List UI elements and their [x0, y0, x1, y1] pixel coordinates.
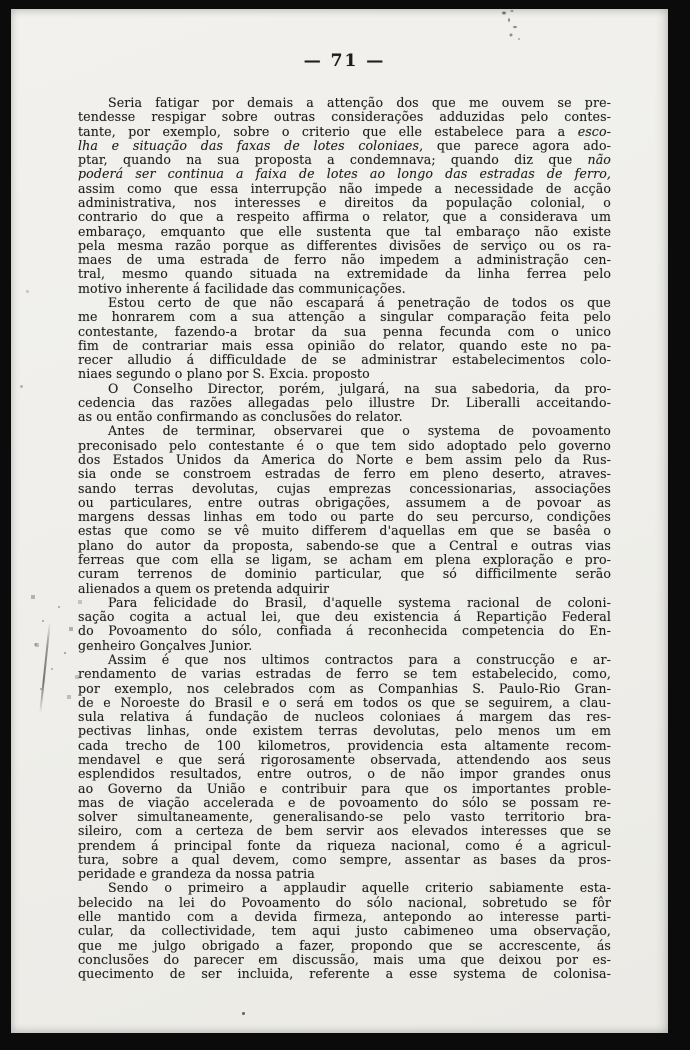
text-line: [78, 782, 611, 796]
text-line: [78, 467, 611, 481]
document-page: [11, 9, 668, 1033]
body-text-segment: esplendidos resultados, entre outros, o de não impor grandes onus: [78, 766, 611, 782]
body-text-segment: sação cogita a actual lei, que deu existencia á Repartição Federal: [78, 609, 611, 625]
text-line: [78, 739, 611, 753]
body-text-segment: mendavel e que será rigorosamente observada, attendendo aos seus: [78, 751, 611, 767]
body-text-segment: cular, da collectividade, tem aqui justo cabimeneo uma observação,: [78, 923, 611, 939]
body-text-segment: tura, sobre a qual devem, como sempre, assentar as bases da pros-: [78, 851, 611, 867]
body-text-segment: ao Governo da União e contribuir para que os importantes proble-: [78, 780, 611, 796]
body-text-segment: me honrarem com a sua attenção a singular comparação feita pelo: [78, 309, 611, 325]
body-text-segment: plano do autor da proposta, sabendo-se que a Central e outras vias: [78, 537, 611, 553]
text-block: [78, 96, 611, 981]
text-line: [78, 967, 611, 981]
body-text-segment: cada trecho de 100 kilometros, providencia esta altamente recom-: [78, 737, 611, 753]
text-line: [78, 125, 611, 139]
body-text-segment: sia onde se constroem estradas de ferro em pleno deserto, atraves-: [78, 466, 611, 482]
text-line: [78, 653, 611, 667]
text-line: [78, 667, 611, 681]
text-line: [78, 239, 611, 253]
text-line: [78, 610, 611, 624]
text-line: [78, 910, 611, 924]
body-text-segment: pela mesma razão porque as differentes divisões de serviço ou os ra-: [78, 237, 611, 253]
text-line: [78, 453, 611, 467]
text-line: [78, 753, 611, 767]
text-line: [78, 510, 611, 524]
body-text-segment: pectivas linhas, onde existem terras devolutas, pelo menos um em: [78, 723, 611, 739]
text-line: [78, 296, 611, 310]
text-line: [78, 896, 611, 910]
body-text-segment: tendesse respigar sobre outras considerações adduzidas pelo contes-: [78, 109, 611, 125]
body-text-segment: dos Estados Unidos da America do Norte e bem assim pelo da Rus-: [78, 452, 611, 468]
text-line: [78, 524, 611, 538]
text-line: [78, 639, 611, 653]
text-line: [78, 853, 611, 867]
text-line: [78, 210, 611, 224]
text-line: [78, 924, 611, 938]
text-line: [78, 810, 611, 824]
text-line: [78, 396, 611, 410]
text-line: [78, 182, 611, 196]
text-line: [78, 839, 611, 853]
text-line: [78, 139, 611, 153]
text-line: [78, 353, 611, 367]
body-text-segment: rendamento de varias estradas de ferro se tem estabelecido, como,: [78, 666, 611, 682]
text-line: [78, 339, 611, 353]
italic-text-segment: esco-: [577, 123, 611, 139]
body-text-segment: prendem á principal fonte da riqueza nacional, como é a agricul-: [78, 837, 611, 853]
body-text-segment: mas de viação accelerada e de povoamento do sólo se possam re-: [78, 794, 611, 810]
body-text-segment: Antes de terminar, observarei que o systema de povoamento: [108, 423, 611, 439]
body-text-segment: maes de uma estrada de ferro não impedem a administração cen-: [78, 252, 611, 268]
body-text-segment: conclusões do parecer em discussão, mais uma que deixou por es-: [78, 951, 611, 967]
body-text-segment: contrario do que a respeito affirma o relator, que a considerava um: [78, 209, 611, 225]
text-line: [78, 682, 611, 696]
text-line: [78, 624, 611, 638]
text-line: [78, 424, 611, 438]
italic-text-segment: poderá ser continua a faixa de lotes ao longo das estradas de ferro,: [78, 166, 611, 182]
text-line: [78, 382, 611, 396]
body-text-segment: fim de contrariar mais essa opinião do relator, quando este no pa-: [78, 337, 611, 353]
text-line: [78, 567, 611, 581]
body-text-segment: , que parece agora ado-: [419, 137, 611, 153]
body-text-segment: curam terrenos de dominio particular, que só difficilmente serão: [78, 566, 611, 582]
body-text-segment: Assim é que nos ultimos contractos para a construcção e ar-: [108, 651, 611, 667]
text-line: [78, 310, 611, 324]
body-text-segment: cedencia das razões allegadas pelo illustre Dr. Liberalli acceitando-: [78, 394, 611, 410]
page-number: — 71 —: [303, 51, 386, 71]
body-text-segment: embaraço, emquanto que elle sustenta que tal embaraço não existe: [78, 223, 611, 239]
body-text-segment: niaes segundo o plano por S. Excia. proposto: [78, 366, 370, 382]
text-line: [78, 325, 611, 339]
text-line: [78, 282, 611, 296]
text-line: [78, 253, 611, 267]
text-line: [78, 767, 611, 781]
body-text-segment: Seria fatigar por demais a attenção dos que me ouvem se pre-: [108, 95, 611, 110]
body-text-segment: belecido na lei do Povoamento do sólo nacional, sobretudo se fôr: [78, 894, 611, 910]
text-line: [78, 724, 611, 738]
body-text-segment: sileiro, com a certeza de bem servir aos elevados interesses que se: [78, 823, 611, 839]
body-text-segment: do Povoamento do sólo, confiada á reconhecida competencia do En-: [78, 623, 611, 639]
body-text-segment: preconisado pelo contestante é o que tem sido adoptado pelo governo: [78, 437, 611, 453]
text-line: [78, 367, 611, 381]
text-line: [78, 796, 611, 810]
text-line: [78, 225, 611, 239]
text-line: [78, 110, 611, 124]
body-text-segment: ou particulares, entre outras obrigações, assumem a de povoar as: [78, 494, 611, 510]
text-line: [78, 167, 611, 181]
body-text-segment: tral, mesmo quando situada na extremidade da linha ferrea pelo: [78, 266, 611, 282]
body-text-segment: recer alludio á difficuldade de se administrar estabelecimentos colo-: [78, 352, 611, 368]
italic-text-segment: não: [587, 152, 611, 168]
text-line: [78, 196, 611, 210]
text-line: [78, 696, 611, 710]
body-text-segment: tante, por exemplo, sobre o criterio que elle estabelece para a: [78, 123, 578, 139]
body-text-segment: estas que como se vê muito differem d'aquellas em que se basêa o: [78, 523, 611, 539]
text-line: [78, 582, 611, 596]
body-text-segment: peridade e grandeza da nossa patria: [78, 866, 315, 882]
text-line: [78, 953, 611, 967]
body-text-segment: sula relativa á fundação de nucleos coloniaes á margem das res-: [78, 709, 611, 725]
body-text-segment: Para felicidade do Brasil, d'aquelle systema racional de coloni-: [108, 594, 611, 610]
body-text-segment: que me julgo obrigado a fazer, propondo que se accrescente, ás: [78, 937, 611, 953]
text-line: [78, 867, 611, 881]
text-line: [78, 596, 611, 610]
body-text-segment: de e Noroeste do Brasil e o será em todos os que se seguirem, a clau-: [78, 694, 611, 710]
body-text-segment: margens dessas linhas em todo ou parte do seu percurso, condições: [78, 509, 611, 525]
text-line: [78, 881, 611, 895]
body-text-segment: as ou então confirmando as conclusões do relator.: [78, 409, 403, 425]
body-text-segment: elle mantido com a devida firmeza, antepondo ao interesse parti-: [78, 909, 611, 925]
body-text-segment: solver simultaneamente, generalisando-se pelo vasto territorio bra-: [78, 809, 611, 825]
text-line: [78, 824, 611, 838]
text-line: [78, 153, 611, 167]
body-text-segment: motivo inherente á facilidade das communicações.: [78, 280, 406, 296]
body-text-segment: genheiro Gonçalves Junior.: [78, 637, 253, 653]
text-line: [78, 710, 611, 724]
body-text-segment: sando terras devolutas, cujas emprezas concessionarias, associações: [78, 480, 611, 496]
body-text-segment: assim como que essa interrupção não impede a necessidade de acção: [78, 180, 611, 196]
body-text-segment: alienados a quem os pretenda adquirir: [78, 580, 330, 596]
body-text-segment: por exemplo, nos celebrados com as Companhias S. Paulo-Rio Gran-: [78, 680, 611, 696]
text-line: [78, 496, 611, 510]
body-text-segment: administrativa, nos interesses e direitos da população colonial, o: [78, 194, 611, 210]
italic-text-segment: lha e situação das faxas de lotes coloniaes: [78, 137, 420, 153]
text-line: [78, 267, 611, 281]
text-line: [78, 482, 611, 496]
text-line: [78, 439, 611, 453]
text-line: [78, 553, 611, 567]
body-text-segment: quecimento de ser incluida, referente a esse systema de colonisa-: [78, 966, 611, 982]
body-text-segment: ferreas que com ella se ligam, se acham em plena exploração e pro-: [78, 552, 611, 567]
body-text-segment: ptar, quando na sua proposta a condemnava; quando diz que: [78, 152, 588, 168]
text-line: [78, 539, 611, 553]
text-line: [78, 939, 611, 953]
body-text-segment: contestante, fazendo-a brotar da sua penna fecunda com o unico: [78, 323, 611, 339]
body-text-segment: O Conselho Director, porém, julgará, na sua sabedoria, da pro-: [108, 380, 611, 396]
body-text-segment: Estou certo de que não escapará á penetração de todos os que: [108, 294, 611, 310]
text-line: [78, 410, 611, 424]
text-line: [78, 96, 611, 110]
body-text-segment: Sendo o primeiro a applaudir aquelle criterio sabiamente esta-: [108, 880, 611, 896]
